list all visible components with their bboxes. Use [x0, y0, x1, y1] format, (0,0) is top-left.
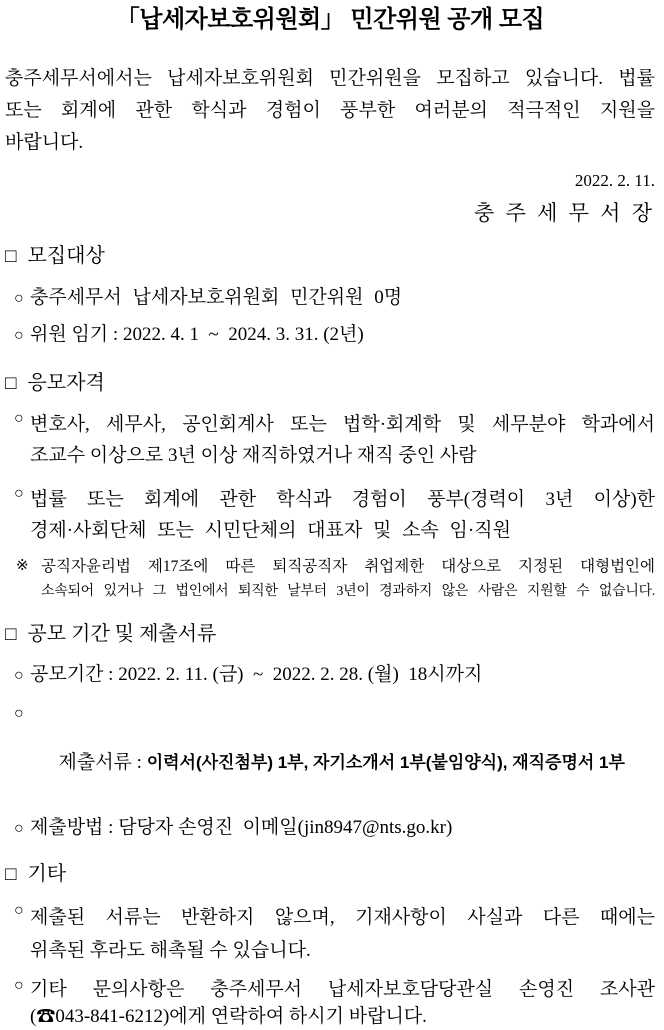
intro-line: 또는 회계에 관한 학식과 경험이 풍부한 여러분의 적극적인 지원을 [5, 100, 655, 121]
note-text: 공직자윤리법 제17조에 따른 퇴직공직자 취업제한 대상으로 지정된 대형법인에 [41, 558, 655, 575]
bullet-item-text: 제출방법 : 담당자 손영진 이메일(jin8947@nts.go.kr) [30, 817, 453, 838]
bullet-item-text: 변호사, 세무사, 공인회계사 또는 법학·회계학 및 세무분야 학과에서 [30, 414, 655, 435]
bullet-item-contact [5, 976, 655, 1030]
circle-bullet-icon: ○ [14, 705, 24, 722]
section-heading-label: 공모 기간 및 제출서류 [27, 623, 217, 645]
section-heading-label: 모집대상 [27, 245, 105, 267]
section-recruit-target [5, 243, 655, 347]
section-heading [5, 370, 655, 397]
section-heading-label: 응모자격 [27, 372, 105, 394]
section-application [5, 621, 655, 840]
intro-line: 바랍니다. [5, 132, 84, 153]
note-text: 소속되어 있거나 그 법인에서 퇴직한 날부터 3년이 경과하지 않은 사람은 지원할 수 없습니다. [41, 584, 655, 599]
bullet-item-text: 제출된 서류는 반환하지 않으며, 기재사항이 사실과 다른 때에는 [30, 907, 655, 928]
section-heading [5, 861, 655, 888]
section-eligibility [5, 370, 655, 604]
restriction-note [5, 554, 655, 604]
bullet-item-professor [5, 409, 655, 471]
bullet-item-text: 위원 임기 : 2022. 4. 1 ~ 2024. 3. 31. (2년) [30, 324, 364, 345]
bullet-item-term [5, 322, 655, 347]
bullet-item-text: 위촉된 후라도 해촉될 수 있습니다. [30, 940, 311, 961]
section-etc [5, 861, 655, 1030]
circle-bullet-icon: ○ [14, 820, 24, 837]
bullet-item-text: 충주세무서 납세자보호위원회 민간위원 0명 [30, 287, 403, 308]
circle-bullet-icon: ○ [14, 410, 24, 427]
bullet-item-member-count [5, 285, 655, 310]
square-marker-icon: □ [5, 246, 17, 267]
circle-bullet-icon: ○ [14, 667, 24, 684]
circle-bullet-icon: ○ [14, 327, 24, 344]
required-documents-text: 이력서(사진첨부) 1부, 자기소개서 1부(붙임양식), 재직증명서 1부 [146, 753, 625, 772]
issuer-signature: 충 주 세 무 서 장 [474, 201, 655, 225]
bullet-item-text: 공모기간 : 2022. 2. 11. (금) ~ 2022. 2. 28. (월) 18시까지 [30, 664, 483, 685]
bullet-item-text: 기타 문의사항은 충주세무서 납세자보호담당관실 손영진 조사관 [30, 979, 655, 1000]
bullet-item-text: 경제·사회단체 또는 시민단체의 대표자 및 소속 임·직원 [30, 520, 511, 541]
bullet-item-method [5, 815, 655, 840]
bullet-item-documents [5, 700, 655, 800]
square-marker-icon: □ [5, 373, 17, 394]
circle-bullet-icon: ○ [14, 977, 24, 994]
bullet-item-text: 법률 또는 회계에 관한 학식과 경험이 풍부(경력이 3년 이상)한 [30, 489, 655, 510]
bullet-item-text: 조교수 이상으로 3년 이상 재직하였거나 재직 중인 사람 [30, 445, 477, 466]
bullet-item-period [5, 662, 655, 687]
page-title: 「납세자보호위원회」 민간위원 공개 모집 [115, 6, 545, 33]
circle-bullet-icon: ○ [14, 485, 24, 502]
bullet-item-label: 제출서류 : [58, 752, 147, 773]
bullet-item-return-policy [5, 901, 655, 967]
reference-mark-icon: ※ [16, 558, 29, 574]
circle-bullet-icon: ○ [14, 902, 24, 919]
square-marker-icon: □ [5, 864, 17, 885]
square-marker-icon: □ [5, 624, 17, 645]
section-heading-label: 기타 [27, 863, 67, 885]
announcement-date: 2022. 2. 11. [574, 171, 655, 190]
section-heading [5, 243, 655, 270]
circle-bullet-icon: ○ [14, 290, 24, 307]
bullet-item-contact-phone: (☎043-841-6212)에게 연락하여 하시기 바랍니다. [30, 1006, 427, 1027]
section-heading [5, 621, 655, 648]
intro-paragraph [5, 63, 655, 159]
intro-line: 충주세무서에서는 납세자보호위원회 민간위원을 모집하고 있습니다. 법률 [5, 68, 655, 89]
bullet-item-experience [5, 484, 655, 546]
